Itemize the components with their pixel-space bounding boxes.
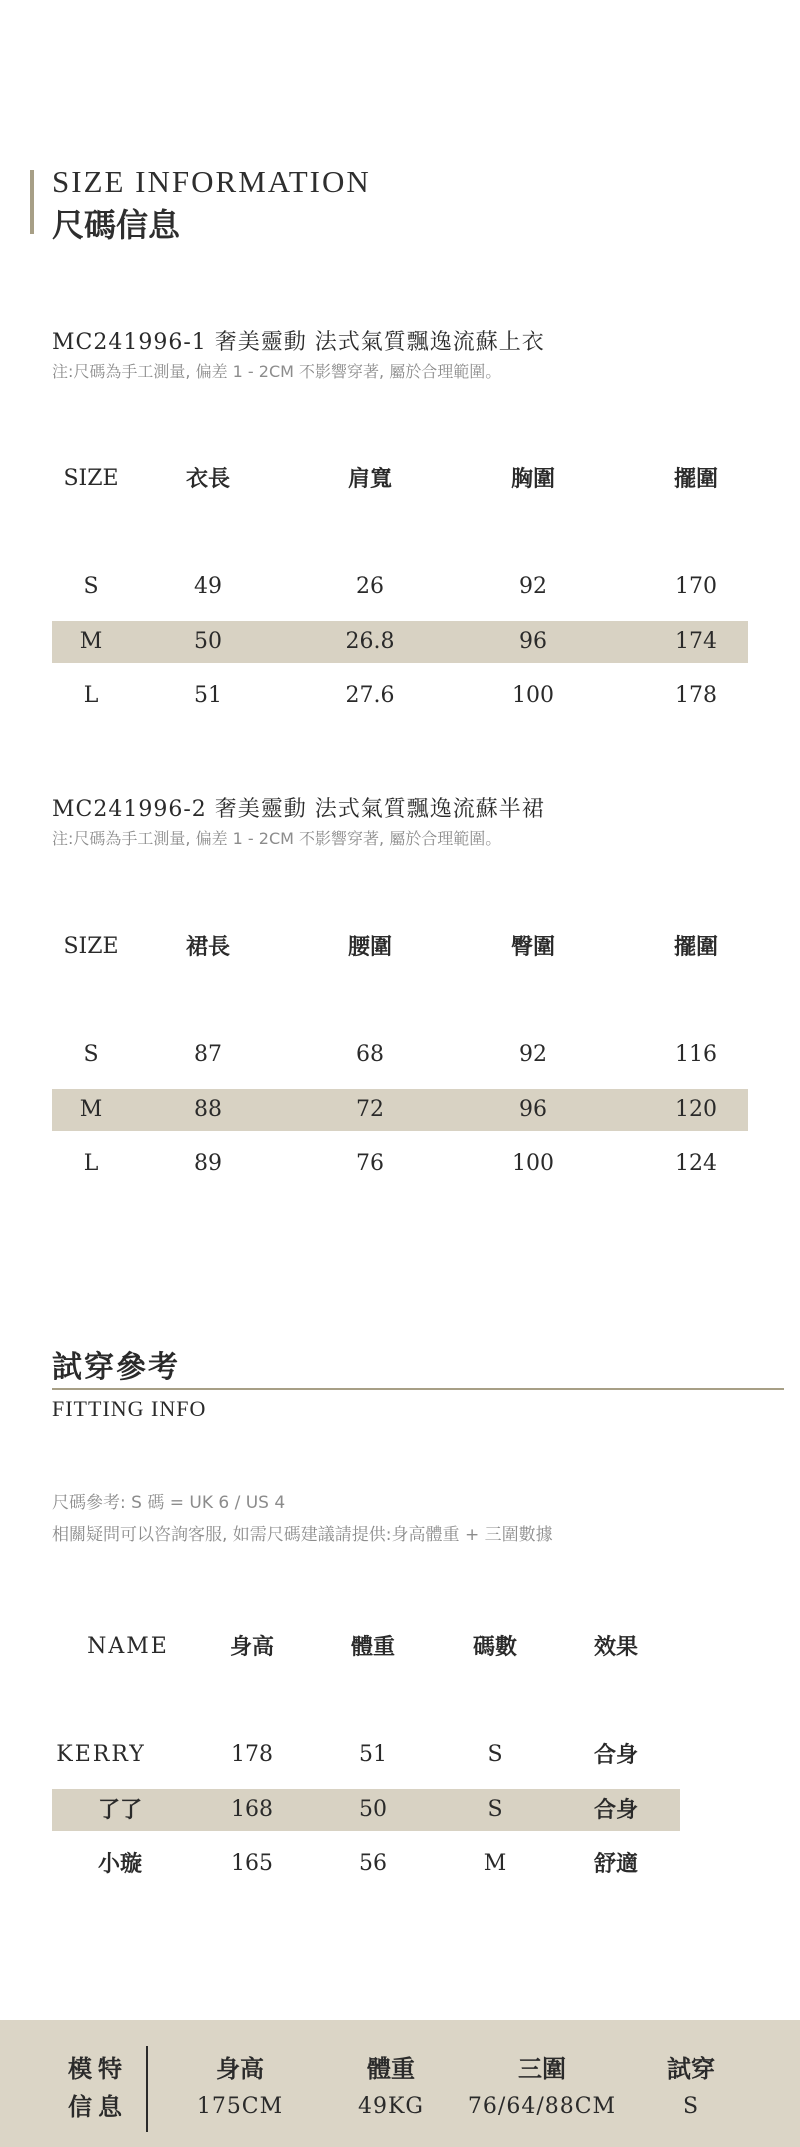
table-cell: S bbox=[83, 1042, 99, 1067]
table-cell: 舒適 bbox=[593, 1851, 639, 1877]
column-header: 體重 bbox=[350, 1634, 396, 1660]
table-cell: M bbox=[79, 1097, 103, 1122]
table-cell: 72 bbox=[356, 1097, 384, 1122]
table-row bbox=[52, 1843, 680, 1885]
table-cell: 174 bbox=[675, 629, 717, 654]
table-row bbox=[52, 1789, 680, 1831]
column-header: 擺圍 bbox=[673, 466, 719, 492]
table-cell: 92 bbox=[519, 574, 547, 599]
column-header: SIZE bbox=[63, 466, 119, 491]
model-stat-value: 49KG bbox=[357, 2094, 425, 2119]
column-header: 碼數 bbox=[472, 1634, 518, 1660]
model-stat-value: S bbox=[682, 2094, 700, 2119]
model-stat-key: 體重 bbox=[366, 2054, 415, 2083]
table-cell: M bbox=[79, 629, 103, 654]
model-stat-weight bbox=[358, 2050, 424, 2126]
table-cell: 51 bbox=[359, 1742, 387, 1767]
column-header: 胸圍 bbox=[510, 466, 556, 492]
table-cell: 89 bbox=[194, 1151, 222, 1176]
table-cell: 100 bbox=[512, 1151, 554, 1176]
table-cell: 88 bbox=[194, 1097, 222, 1122]
model-stat-key: 三圍 bbox=[517, 2054, 566, 2083]
table-cell: 76 bbox=[356, 1151, 384, 1176]
table-cell: 87 bbox=[194, 1042, 222, 1067]
page-title-zh: 尺碼信息 bbox=[52, 206, 181, 244]
table-cell: 27.6 bbox=[345, 683, 395, 708]
product-1-name: MC241996-1 奢美靈動 法式氣質飄逸流蘇上衣 bbox=[52, 330, 545, 355]
model-stat-key: 身高 bbox=[215, 2054, 264, 2083]
table-cell: 68 bbox=[356, 1042, 384, 1067]
table-cell: S bbox=[83, 574, 99, 599]
table-row bbox=[52, 1034, 748, 1076]
column-header: 臀圍 bbox=[510, 934, 556, 960]
page-title-en: SIZE INFORMATION bbox=[52, 164, 371, 199]
column-header: NAME bbox=[87, 1634, 169, 1659]
table-header-row bbox=[52, 458, 748, 500]
table-header-row bbox=[52, 926, 748, 968]
table-cell: 178 bbox=[231, 1742, 273, 1767]
table-cell: S bbox=[487, 1797, 503, 1822]
table-cell: 50 bbox=[359, 1797, 387, 1822]
fitting-title-en: FITTING INFO bbox=[52, 1396, 207, 1421]
column-header: 裙長 bbox=[185, 934, 231, 960]
column-header: 擺圍 bbox=[673, 934, 719, 960]
table-cell: L bbox=[83, 1151, 99, 1176]
model-stat-value: 175CM bbox=[196, 2094, 284, 2119]
model-stat-key: 試穿 bbox=[667, 2054, 715, 2083]
section-divider bbox=[52, 1388, 784, 1390]
table-row bbox=[52, 1734, 680, 1776]
table-cell: 96 bbox=[519, 1097, 547, 1122]
table-header-row bbox=[52, 1626, 680, 1668]
table-cell: 49 bbox=[194, 574, 222, 599]
fitting-title-zh: 試穿參考 bbox=[52, 1350, 180, 1385]
table-cell: 50 bbox=[194, 629, 222, 654]
table-cell: 51 bbox=[194, 683, 222, 708]
table-cell: 92 bbox=[519, 1042, 547, 1067]
model-stat-fit bbox=[667, 2050, 715, 2126]
table-cell: 100 bbox=[512, 683, 554, 708]
table-cell: 了了 bbox=[97, 1797, 143, 1823]
column-header: 腰圍 bbox=[347, 934, 393, 960]
table-cell: 165 bbox=[231, 1851, 273, 1876]
table-cell: 合身 bbox=[593, 1742, 639, 1768]
model-label-line: 信息 bbox=[68, 2092, 128, 2121]
product-1-note: 注:尺碼為手工測量, 偏差 1 - 2CM 不影響穿著, 屬於合理範圍。 bbox=[52, 362, 502, 381]
model-info-label bbox=[68, 2050, 128, 2126]
table-cell: 26 bbox=[356, 574, 384, 599]
accent-bar bbox=[30, 170, 34, 234]
vertical-divider bbox=[146, 2046, 148, 2132]
column-header: 肩寬 bbox=[347, 466, 393, 492]
table-cell: 26.8 bbox=[345, 629, 395, 654]
table-cell: 120 bbox=[675, 1097, 717, 1122]
table-cell: 合身 bbox=[593, 1797, 639, 1823]
table-cell: S bbox=[487, 1742, 503, 1767]
column-header: 身高 bbox=[229, 1634, 275, 1660]
table-row bbox=[52, 566, 748, 608]
column-header: 衣長 bbox=[185, 466, 231, 492]
table-cell: 178 bbox=[675, 683, 717, 708]
model-label-line: 模特 bbox=[68, 2054, 128, 2083]
table-cell: 124 bbox=[675, 1151, 717, 1176]
product-2-note: 注:尺碼為手工測量, 偏差 1 - 2CM 不影響穿著, 屬於合理範圍。 bbox=[52, 829, 502, 848]
fitting-note-contact: 相關疑問可以咨詢客服, 如需尺碼建議請提供:身高體重 + 三圍數據 bbox=[52, 1525, 553, 1545]
model-stat-measurements bbox=[468, 2050, 616, 2126]
table-cell: 96 bbox=[519, 629, 547, 654]
column-header: 效果 bbox=[593, 1634, 639, 1660]
table-cell: 56 bbox=[359, 1851, 387, 1876]
table-cell: 168 bbox=[231, 1797, 273, 1822]
model-stat-height bbox=[197, 2050, 283, 2126]
table-cell: 小璇 bbox=[97, 1851, 143, 1877]
table-row bbox=[52, 621, 748, 663]
table-cell: 170 bbox=[675, 574, 717, 599]
table-cell: 116 bbox=[675, 1042, 717, 1067]
table-row bbox=[52, 1089, 748, 1131]
column-header: SIZE bbox=[63, 934, 119, 959]
fitting-note-size: 尺碼參考: S 碼 = UK 6 / US 4 bbox=[52, 1493, 286, 1513]
table-row bbox=[52, 1143, 748, 1185]
table-cell: M bbox=[483, 1851, 507, 1876]
model-info-band bbox=[0, 2020, 800, 2147]
product-2-name: MC241996-2 奢美靈動 法式氣質飄逸流蘇半裙 bbox=[52, 797, 545, 822]
table-row bbox=[52, 675, 748, 717]
table-cell: L bbox=[83, 683, 99, 708]
table-cell: KERRY bbox=[56, 1742, 146, 1767]
model-stat-value: 76/64/88CM bbox=[467, 2094, 617, 2119]
